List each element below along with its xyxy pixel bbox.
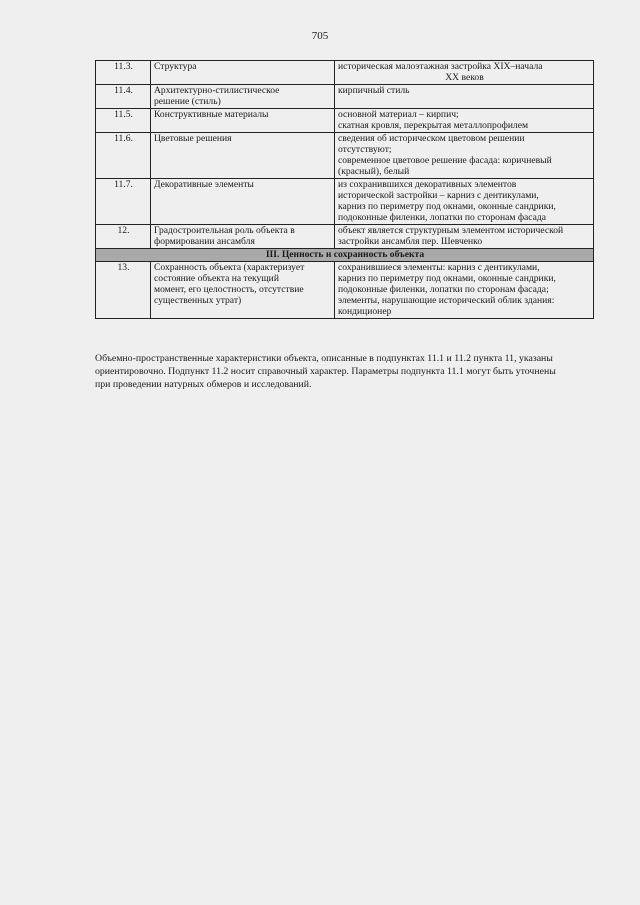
row-name-line: Архитектурно-стилистическое [154,85,280,96]
row-number: 12. [96,225,151,249]
row-value-line: кирпичный стиль [338,85,410,96]
table-row [96,85,594,109]
row-number: 11.3. [96,61,151,85]
footnote-text [95,352,600,391]
row-value [335,85,594,109]
row-value-line: отсутствуют; [338,144,392,155]
row-name-line: существенных утрат) [154,295,242,306]
table-row [96,61,594,85]
row-name-line: Градостроительная роль объекта в [154,225,295,236]
row-value-line: сведения об историческом цветовом решении [338,133,525,144]
row-value-line: сохранившиеся элементы: карниз с дентикулами, [338,262,540,273]
row-name-line: формировании ансамбля [154,236,255,247]
row-value [335,133,594,179]
row-value-line: объект является структурным элементом исторической [338,225,564,236]
row-value-line: кондиционер [338,306,392,317]
row-name-line: Декоративные элементы [154,179,254,190]
row-value [335,225,594,249]
row-name-line: состояние объекта на текущий [154,273,279,284]
row-value-line: скатная кровля, перекрытая металлопрофилем [338,120,529,131]
row-name [151,225,335,249]
row-value-line: (красный), белый [338,166,410,177]
footnote-line: ориентировочно. Подпункт 11.2 носит справочный характер. Параметры подпункта 11.1 могут быть уточнены [95,366,556,377]
row-value-line: застройки ансамбля пер. Шевченко [338,236,483,247]
row-number: 13. [96,262,151,319]
row-value-line: подоконные филенки, лопатки по сторонам фасада; [338,284,549,295]
row-number: 11.5. [96,109,151,133]
row-name [151,61,335,85]
table-row [96,133,594,179]
row-value [335,179,594,225]
table-row [96,225,594,249]
row-name [151,179,335,225]
section-header-row [96,249,594,262]
section-title: III. Ценность и сохранность объекта [96,249,594,262]
row-name-line: момент, его целостность, отсутствие [154,284,304,295]
row-name-line: Структура [154,61,197,72]
table-row [96,179,594,225]
row-name [151,262,335,319]
footnote-line: Объемно-пространственные характеристики объекта, описанные в подпунктах 11.1 и 11.2 пункта 11, указаны [95,353,553,364]
footnote-line: при проведении натурных обмеров и исследований. [95,379,312,390]
row-value-line: современное цветовое решение фасада: коричневый [338,155,552,166]
row-value-line: из сохранившихся декоративных элементов [338,179,517,190]
row-name [151,133,335,179]
row-name-line: решение (стиль) [154,96,221,107]
row-number: 11.7. [96,179,151,225]
row-value-line: XX веков [445,72,484,83]
row-name-line: Цветовые решения [154,133,232,144]
row-value [335,109,594,133]
row-value-line: исторической застройки – карниз с дентикулами, [338,190,539,201]
row-value-line: подоконные филенки, лопатки по сторонам фасада [338,212,547,223]
row-number: 11.4. [96,85,151,109]
row-value [335,61,594,85]
row-value [335,262,594,319]
row-number: 11.6. [96,133,151,179]
row-value-line: историческая малоэтажная застройка XIX–начала [338,61,543,72]
table-row [96,109,594,133]
page-number: 705 [311,30,329,42]
object-characteristics-table [95,60,594,319]
row-name-line: Конструктивные материалы [154,109,269,120]
row-value-line: карниз по периметру под окнами, оконные сандрики, [338,201,556,212]
row-name [151,109,335,133]
table-row [96,262,594,319]
row-value-line: карниз по периметру под окнами, оконные сандрики, [338,273,556,284]
row-value-line: элементы, нарушающие исторический облик здания: [338,295,555,306]
row-name-line: Сохранность объекта (характеризует [154,262,305,273]
row-name [151,85,335,109]
row-value-line: основной материал – кирпич; [338,109,459,120]
